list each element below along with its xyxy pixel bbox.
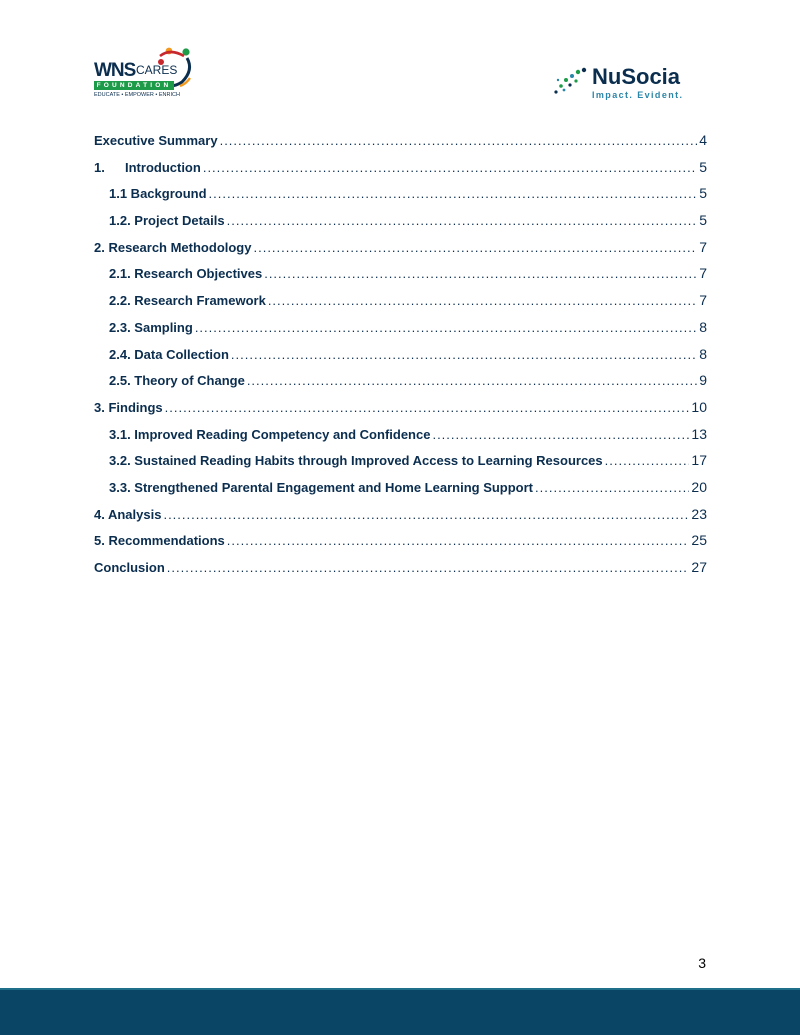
- toc-entry-introduction[interactable]: 1. Introduction ..... 5: [94, 159, 707, 186]
- nusocia-dots-icon: [552, 66, 588, 96]
- toc-entry-theory-of-change[interactable]: 2.5. Theory of Change ..... 9: [94, 372, 707, 399]
- cares-wordmark: CARES: [136, 63, 178, 77]
- nusocia-wordmark: NuSocia: [592, 64, 681, 89]
- page-number: 3: [698, 955, 706, 971]
- toc-entry-findings[interactable]: 3. Findings ..... 10: [94, 399, 707, 426]
- foundation-label: FOUNDATION: [94, 81, 174, 90]
- toc-entry-research-framework[interactable]: 2.2. Research Framework ..... 7: [94, 292, 707, 319]
- toc-entry-recommendations[interactable]: 5. Recommendations ..... 25: [94, 532, 707, 559]
- toc-entry-analysis[interactable]: 4. Analysis ..... 23: [94, 506, 707, 533]
- toc-entry-number: 1.: [94, 159, 105, 175]
- toc-entry-research-methodology[interactable]: 2. Research Methodology ..... 7: [94, 239, 707, 266]
- toc-entry-parental-engagement[interactable]: 3.3. Strengthened Parental Engagement and Home Learning Support ..... 20: [94, 479, 707, 506]
- toc-entry-background[interactable]: 1.1 Background ..... 5: [94, 185, 707, 212]
- wns-wordmark: WNS: [94, 60, 136, 81]
- toc-entry-project-details[interactable]: 1.2. Project Details ..... 5: [94, 212, 707, 239]
- nusocia-logo: [552, 64, 692, 104]
- toc-entry-executive-summary[interactable]: Executive Summary ..... 4: [94, 132, 707, 159]
- toc-entry-sustained-reading[interactable]: 3.2. Sustained Reading Habits through Improved Access to Learning Resources ..... 17: [94, 452, 707, 479]
- toc-entry-research-objectives[interactable]: 2.1. Research Objectives ..... 7: [94, 265, 707, 292]
- toc-entry-conclusion[interactable]: Conclusion ..... 27: [94, 559, 707, 586]
- toc-entry-sampling[interactable]: 2.3. Sampling ..... 8: [94, 319, 707, 346]
- nusocia-tagline: Impact. Evident.: [592, 90, 684, 100]
- wns-tagline: EDUCATE • EMPOWER • ENRICH: [94, 92, 180, 98]
- table-of-contents: [94, 132, 707, 586]
- toc-entry-data-collection[interactable]: 2.4. Data Collection ..... 8: [94, 346, 707, 373]
- toc-entry-improved-reading[interactable]: 3.1. Improved Reading Competency and Confidence ..... 13: [94, 426, 707, 453]
- footer-band: [0, 990, 800, 1035]
- wns-cares-logo: [94, 46, 198, 102]
